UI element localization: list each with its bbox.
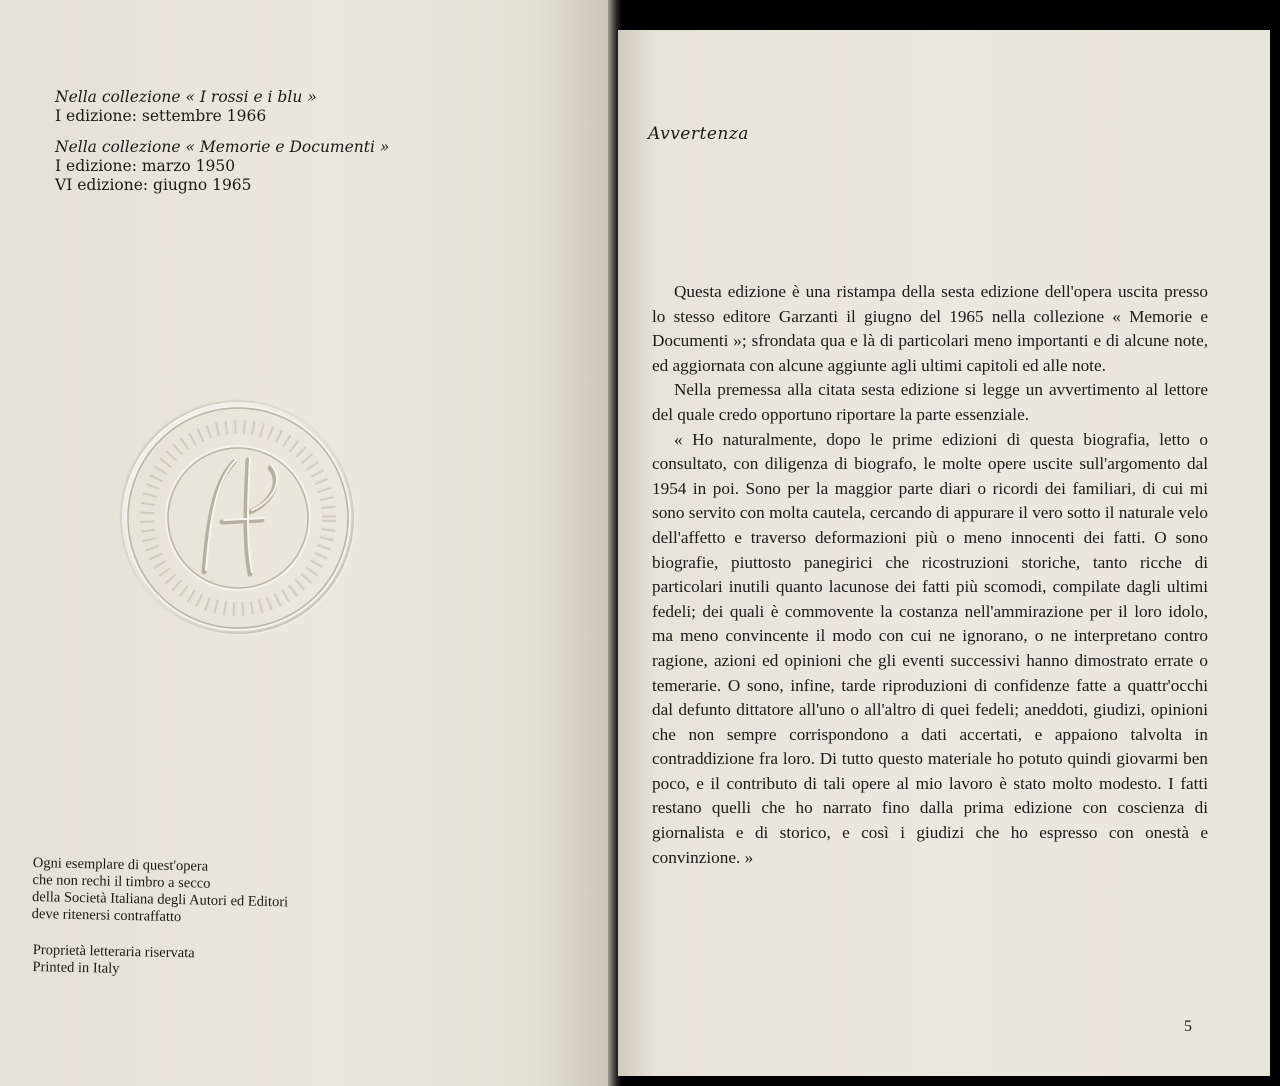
page-title: Avvertenza <box>648 124 749 144</box>
paragraph: Questa edizione è una ristampa della sesta edizione dell'opera uscita presso lo stesso editore Garzanti il giugno del 1965 nella collezione « Memorie e Documenti »; sfrondata qua e là di particolari meno importanti e di alcune note, ed aggiornata con alcune aggiunte agli ultimi capitoli ed alle note. <box>652 282 1208 375</box>
paragraph: Nella premessa alla citata sesta edizione si legge un avvertimento al lettore del quale credo opportuno riportare la parte essenziale. <box>652 380 1208 424</box>
left-page <box>0 0 612 1086</box>
collection-line: Nella collezione « Memorie e Documenti » <box>55 138 390 156</box>
edition-line: I edizione: marzo 1950 <box>55 157 236 175</box>
edition-info-memorie-documenti <box>55 138 389 195</box>
edition-line: VI edizione: giugno 1965 <box>55 176 252 194</box>
paragraph: « Ho naturalmente, dopo le prime edizioni di questa biografia, letto o consultato, con diligenza di biografo, le molte opere uscite sull'argomento dal 1954 in poi. Sono per la maggior parte diari o ricordi dei familiari, di cui mi sono servito con molta cautela, cercando di appurare il vero sotto il naturale velo dell'affetto e traverso deformazioni più o meno innocenti dei fatti. O sono biografie, piuttosto panegirici che ricostruzioni storiche, tanto ricche di particolari inutili quanto lacunose dei fatti più scomodi, compilate dagli ultimi fedeli; dei quali è commovente la costanza nell'ammirazione per il loro idolo, ma meno convincente il modo con cui ne ignorano, o ne interpretano contro ragione, azioni ed opinioni che gli eventi successivi hanno dimostrato errate o temerarie. O sono, infine, tarde riproduzioni di confidenze fatte a quattr'occhi dal defunto dittatore all'uno o all'altro di quei fedeli; aneddoti, giudizi, opinioni che non sempre corrispondono a dati accertati, e appaiono talvolta in contraddizione fra loro. Di tutto questo materiale ho potuto quindi giovarmi ben poco, e il contributo di tali opere al mio lavoro è stato molto modesto. I fatti restano quelli che ho narrato fino dalla prima edizione con coscienza di giornalista e di storico, e così i giudizi che ho espresso con onestà e convinzione. » <box>652 429 1208 867</box>
page-number: 5 <box>1184 1018 1192 1035</box>
right-page <box>618 30 1270 1076</box>
collection-line: Nella collezione « I rossi e i blu » <box>55 88 317 106</box>
edition-line: I edizione: settembre 1966 <box>55 107 267 125</box>
embossed-seal-icon <box>122 402 354 634</box>
copyright-notice: Ogni esemplare di quest'opera che non rechi il timbro a secco della Società Italiana degli Autori ed Editori deve ritenersi contraffatto <box>31 855 289 926</box>
rights-notice: Proprietà letteraria riservata Printed in Italy <box>32 942 195 977</box>
edition-info-rossi-blu <box>55 88 317 126</box>
body-text <box>652 280 1208 870</box>
